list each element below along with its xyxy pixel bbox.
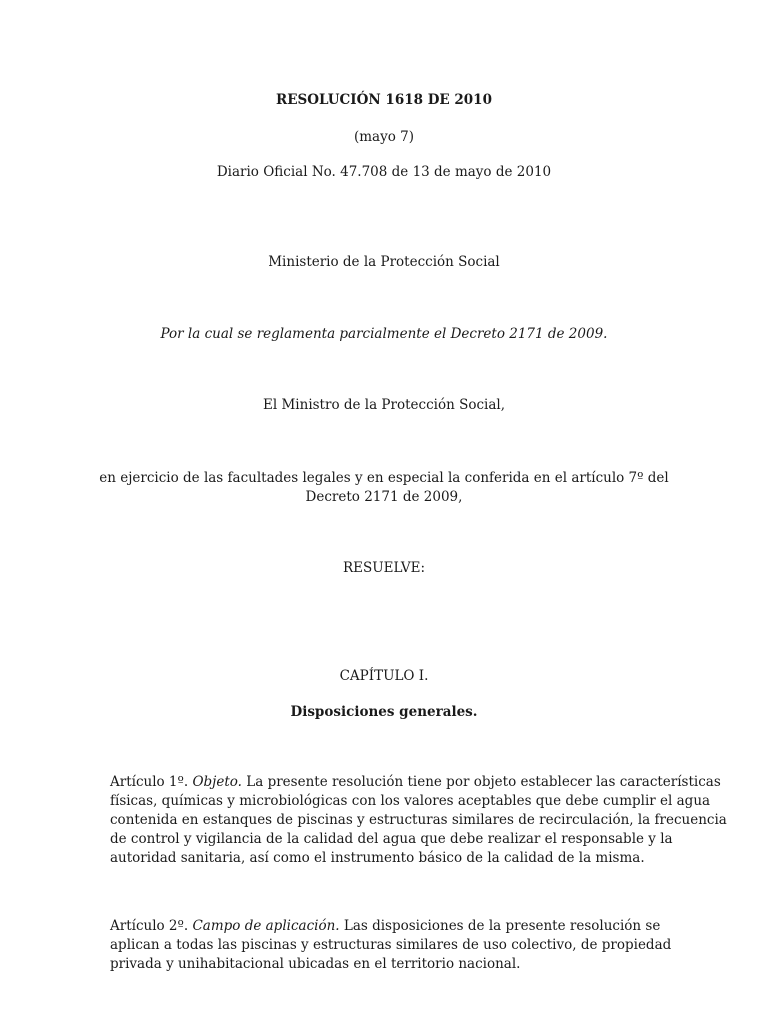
article-line: físicas, químicas y microbiológicas con los valores aceptables que debe cumplir el agua xyxy=(110,793,711,809)
article-heading: Objeto. xyxy=(192,774,242,790)
gazette-reference: Diario Oficial No. 47.708 de 13 de mayo de 2010 xyxy=(216,164,552,180)
chapter-number: CAPÍTULO I. xyxy=(339,668,429,684)
ministry-name: Ministerio de la Protección Social xyxy=(268,254,500,270)
article-first-line xyxy=(110,917,670,936)
article-1 xyxy=(110,773,727,868)
article-line: de control y vigilancia de la calidad del agua que debe realizar el responsable y la xyxy=(110,831,673,847)
article-heading: Campo de aplicación. xyxy=(192,918,340,934)
article-first-line xyxy=(110,773,721,792)
article-2 xyxy=(110,917,670,974)
resolution-subject: Por la cual se reglamenta parcialmente el Decreto 2171 de 2009. xyxy=(160,326,608,342)
article-text: La presente resolución tiene por objeto establecer las características xyxy=(246,774,721,790)
article-line: privada y unihabitacional ubicadas en el territorio nacional. xyxy=(110,956,521,972)
preamble xyxy=(0,469,768,507)
article-text: Las disposiciones de la presente resolución se xyxy=(343,918,661,934)
article-line: aplican a todas las piscinas y estructuras similares de uso colectivo, de propiedad xyxy=(110,937,672,953)
article-line: contenida en estanques de piscinas y estructuras similares de recirculación, la frecuencia xyxy=(110,812,727,828)
chapter-title: Disposiciones generales. xyxy=(290,704,478,720)
document-date: (mayo 7) xyxy=(353,129,415,145)
document-title: RESOLUCIÓN 1618 DE 2010 xyxy=(276,92,492,108)
resolves-heading: RESUELVE: xyxy=(342,560,425,576)
article-line: autoridad sanitaria, así como el instrumento básico de la calidad de la misma. xyxy=(110,850,645,866)
article-label: Artículo 2º. xyxy=(110,918,189,934)
preamble-line: Decreto 2171 de 2009, xyxy=(305,489,463,505)
minister-line: El Ministro de la Protección Social, xyxy=(263,397,505,413)
article-label: Artículo 1º. xyxy=(110,774,189,790)
preamble-line: en ejercicio de las facultades legales y en especial la conferida en el artículo 7º del xyxy=(99,470,669,486)
